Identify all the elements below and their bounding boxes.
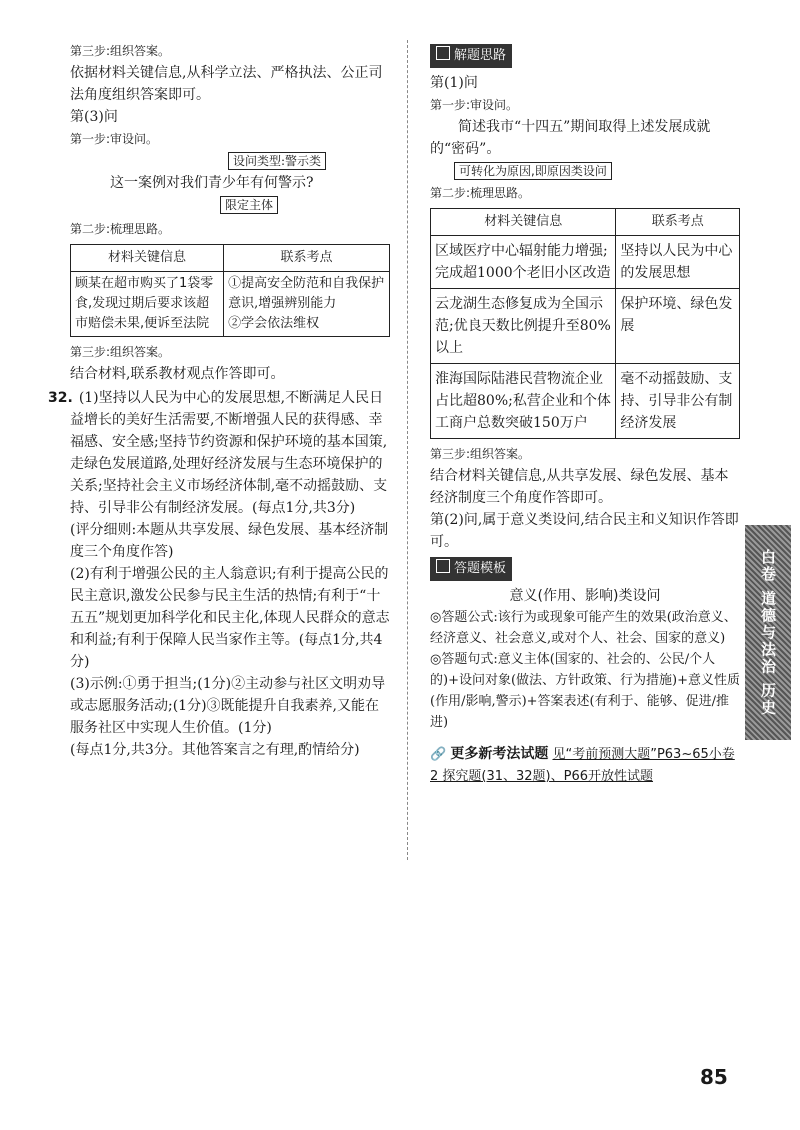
step3b-label: 第三步:组织答案。: [70, 345, 171, 359]
more-text: 见“考前预测大题”P63~65小卷2 探究题(31、32题)、P66开放性试题: [430, 747, 735, 784]
question-annotation: [70, 152, 390, 216]
table-row: [431, 236, 740, 289]
more-tests: [430, 743, 740, 788]
right-step3-text: 结合材料关键信息,从共享发展、绿色发展、基本经济制度三个角度作答即可。: [430, 468, 729, 506]
row2-point: 保护环境、绿色发展: [616, 289, 740, 364]
right-step3-label: 第三步:组织答案。: [430, 447, 531, 461]
left-table-header-info: 材料关键信息: [71, 245, 224, 272]
table-row: [431, 289, 740, 364]
column-divider: [407, 40, 408, 860]
row3-info: 淮海国际陆港民营物流企业占比超80%;私营企业和个体工商户总数突破150万户: [431, 364, 616, 439]
right-table-header-info: 材料关键信息: [431, 209, 616, 236]
q32-number: 32.: [48, 390, 73, 406]
left-table-info: 顾某在超市购买了1袋零食,发现过期后要求该超市赔偿未果,便诉至法院: [71, 272, 224, 337]
q32-p1-text: (1)坚持以人民为中心的发展思想,不断满足人民日益增长的美好生活需要,不断增强人民的获得感、幸福感、安全感;坚持节约资源和保护环境的基本国策,走绿色发展道路,处理好经济发展与生态环境保护的关系;坚持社会主义市场经济体制,毫不动摇鼓励、支持、引导非公有制经济发展。(每点1分,共3分): [70, 390, 388, 516]
row2-info: 云龙湖生态修复成为全国示范;优良天数比例提升至80%以上: [431, 289, 616, 364]
q1-label: 第(1)问: [430, 75, 478, 91]
left-table-header-points: 联系考点: [224, 245, 390, 272]
q3-label: 第(3)问: [70, 109, 118, 125]
answer-formula: ◎答题公式:该行为或现象可能产生的效果(政治意义、经济意义、社会意义,或对个人、社会、国家的意义): [430, 610, 737, 646]
step2-label: 第二步:梳理思路。: [70, 222, 171, 236]
page-number: 85: [700, 1065, 728, 1089]
answer-pattern: ◎答题句式:意义主体(国家的、社会的、公民/个人的)+设问对象(做法、方针政策、行为措施)+意义性质(作用/影响,警示)+答案表述(有利于、能够、促进/推进): [430, 652, 741, 730]
row1-point: 坚持以人民为中心的发展思想: [616, 236, 740, 289]
step3-text: 依据材料关键信息,从科学立法、严格执法、公正司法角度组织答案即可。: [70, 65, 383, 103]
banner-solution: [430, 44, 512, 68]
right-step2-label: 第二步:梳理思路。: [430, 186, 531, 200]
annot-subject-box: 限定主体: [220, 196, 278, 214]
template-icon: [436, 559, 450, 573]
step3-label: 第三步:组织答案。: [70, 44, 171, 58]
q32-note1: (评分细则:本题从共享发展、绿色发展、基本经济制度三个角度作答): [70, 522, 389, 560]
right-column: [430, 40, 740, 788]
left-column: [48, 40, 390, 761]
step1-label: 第一步:审设问。: [70, 132, 159, 146]
annot-question: 这一案例对我们青少年有何警示?: [110, 175, 314, 191]
book-icon: [436, 46, 450, 60]
banner-template-text: 答题模板: [454, 561, 507, 576]
row1-info: 区域医疗中心辐射能力增强;完成超1000个老旧小区改造: [431, 236, 616, 289]
side-tab: 白卷 道德与法治 历史: [745, 525, 791, 740]
q2-text: 第(2)问,属于意义类设问,结合民主和义知识作答即可。: [430, 512, 739, 550]
table-row: [431, 364, 740, 439]
left-table-point-2: ②学会依法维权: [228, 316, 320, 331]
q32-note3: (每点1分,共3分。其他答案言之有理,酌情给分): [70, 742, 360, 758]
row3-point: 毫不动摇鼓励、支持、引导非公有制经济发展: [616, 364, 740, 439]
q32-part2: (2)有利于增强公民的主人翁意识;有利于提高公民的民主意识,激发公民参与民主生活的热情;有利于“十五五”规划更加科学化和民主化,体现人民群众的意志和利益;有利于保障人民当家作主等。(每点1分,共4分): [70, 566, 390, 670]
left-table-point-1: ①提高安全防范和自我保护意识,增强辨别能力: [228, 276, 385, 311]
banner-solution-text: 解题思路: [454, 48, 507, 63]
annot-type-box: 设问类型:警示类: [228, 152, 326, 170]
more-title: 更多新考法试题: [450, 746, 549, 762]
banner-template: [430, 557, 512, 581]
q1-text: 简述我市“十四五”期间取得上述发展成就的“密码”。: [430, 119, 711, 157]
q32-part3: (3)示例:①勇于担当;(1分)②主动参与社区文明劝导或志愿服务活动;(1分)③既能提升自我素养,又能在服务社区中实现人生价值。(1分): [70, 676, 386, 736]
right-step1-label: 第一步:审设问。: [430, 98, 519, 112]
q32-part1: [48, 387, 390, 519]
left-table: [70, 244, 390, 337]
step3b-text: 结合材料,联系教材观点作答即可。: [70, 366, 285, 382]
right-table: [430, 208, 740, 439]
template-title: 意义(作用、影响)类设问: [509, 588, 661, 604]
link-icon: 🔗: [430, 747, 447, 762]
q1-box: 可转化为原因,即原因类设问: [454, 162, 612, 180]
left-table-points: [224, 272, 390, 337]
right-table-header-points: 联系考点: [616, 209, 740, 236]
